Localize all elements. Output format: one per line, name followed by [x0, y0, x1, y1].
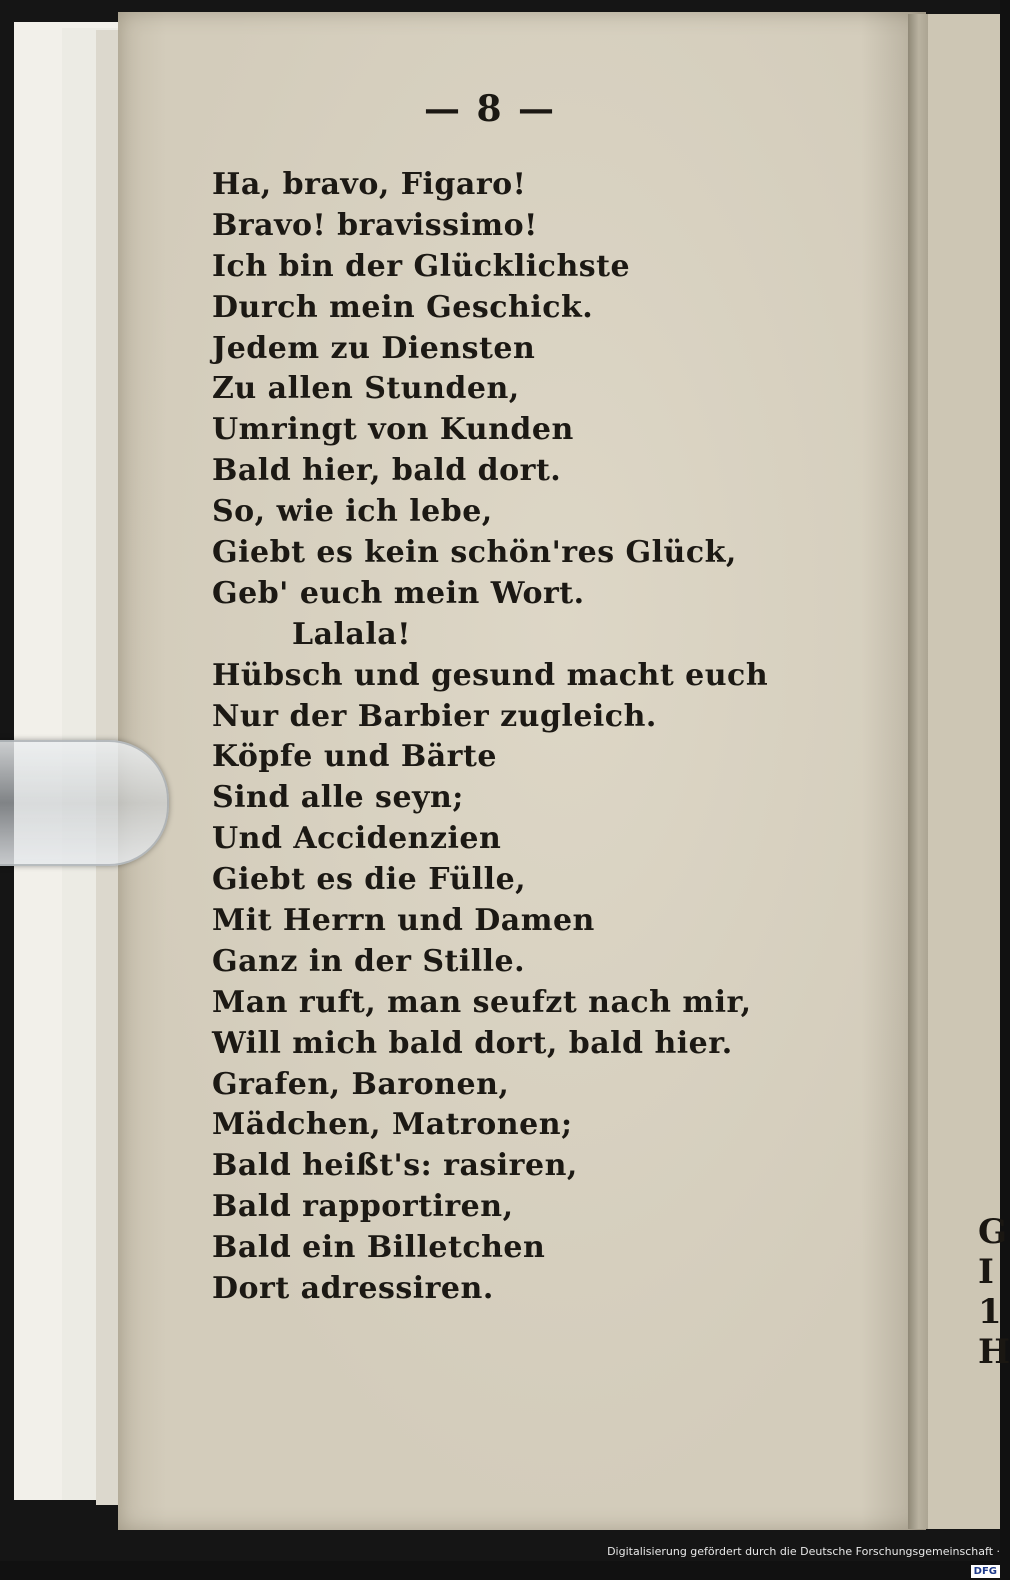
poem-line: Ich bin der Glücklichste [212, 248, 631, 284]
credit-text: Digitalisierung gefördert durch die Deutsche Forschungsgemeinschaft · [607, 1545, 1000, 1558]
next-page-glyph: H [978, 1332, 1010, 1372]
digitization-credit [600, 1542, 1000, 1577]
poem-line: Geb' euch mein Wort. [212, 575, 585, 611]
next-page-glyph: I [978, 1252, 994, 1292]
poem-line: Sind alle seyn; [212, 780, 464, 816]
poem-line: Mädchen, Matronen; [212, 1107, 573, 1143]
page-number: — 8 — [423, 88, 557, 130]
poem-line: Bald ein Billetchen [212, 1230, 546, 1266]
next-page-glyphs [978, 1212, 1010, 1372]
poem-text [212, 165, 772, 1310]
dfg-logo-badge: DFG [971, 1565, 1000, 1578]
poem-line: Köpfe und Bärte [212, 739, 497, 775]
next-page-glyph: G [978, 1212, 1008, 1252]
poem-line: Mit Herrn und Damen [212, 903, 595, 939]
poem-line: Und Accidenzien [212, 821, 502, 857]
poem-line: Umringt von Kunden [212, 412, 574, 448]
poem-line: Ganz in der Stille. [212, 943, 526, 979]
poem-line: Ha, bravo, Figaro! [212, 167, 527, 202]
poem-line: Nur der Barbier zugleich. [212, 698, 657, 734]
poem-line: So, wie ich lebe, [212, 494, 493, 530]
poem-line: Bravo! bravissimo! [212, 207, 538, 243]
poem-line: Lalala! [292, 616, 411, 652]
poem-line: Bald hier, bald dort. [212, 453, 562, 489]
poem-line: Giebt es kein schön'res Glück, [212, 535, 737, 571]
poem-line: Will mich bald dort, bald hier. [212, 1025, 733, 1061]
page-clip [0, 740, 169, 866]
poem-line: Durch mein Geschick. [212, 289, 594, 325]
poem-line: Hübsch und gesund macht euch [212, 657, 769, 693]
next-page-glyph: 1 [978, 1292, 1002, 1332]
poem-line: Bald heißt's: rasiren, [212, 1148, 578, 1184]
poem-line: Man ruft, man seufzt nach mir, [212, 984, 752, 1020]
poem-line: Dort adressiren. [212, 1271, 494, 1307]
poem-line: Giebt es die Fülle, [212, 862, 527, 898]
poem-line: Zu allen Stunden, [212, 371, 520, 407]
poem-line: Grafen, Baronen, [212, 1066, 510, 1102]
poem-line: Jedem zu Diensten [212, 330, 536, 366]
poem-line: Bald rapportiren, [212, 1189, 514, 1225]
